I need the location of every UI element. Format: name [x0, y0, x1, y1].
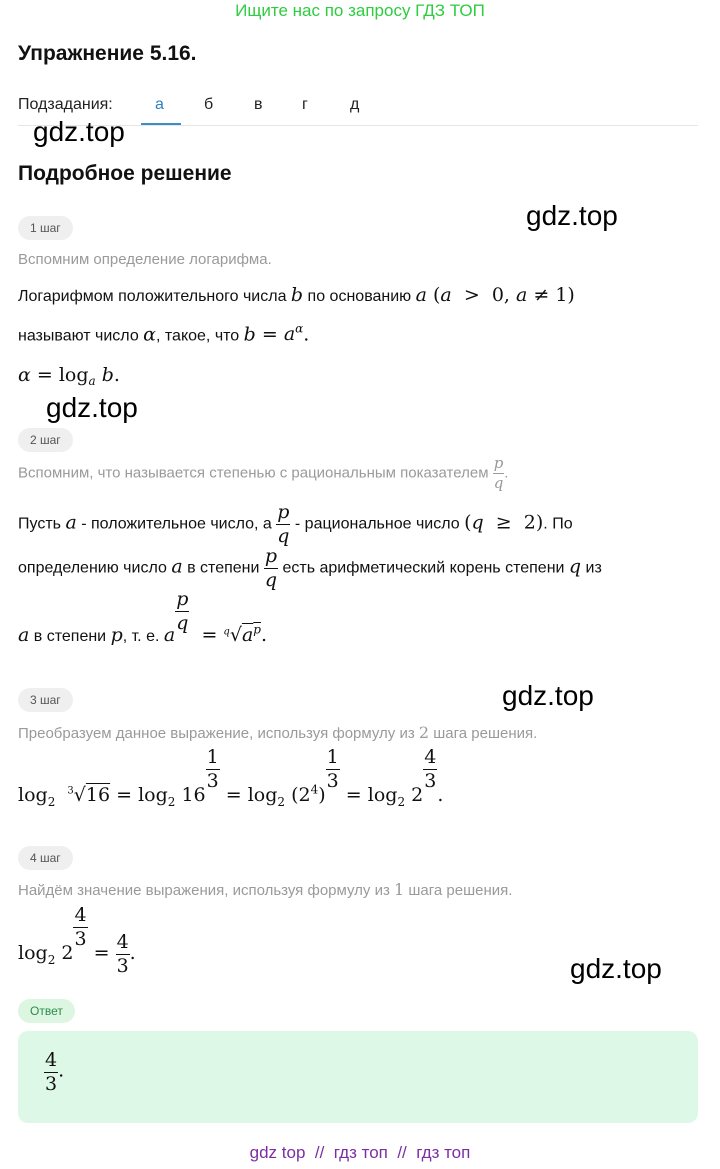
- watermark: gdz.top: [46, 392, 138, 423]
- step1-line2-text-a: называют число: [18, 327, 139, 345]
- step2-line2-text-c: есть арифметический корень степени: [282, 559, 565, 577]
- subtask-active-underline: [141, 123, 181, 125]
- step1-line1-text-b: по основанию: [307, 288, 412, 305]
- step1-line1-text-a: Логарифмом положительного числа: [18, 288, 287, 305]
- step3-hint-text-b: шага решения.: [433, 725, 538, 742]
- subtask-a[interactable]: а: [155, 96, 164, 113]
- section-title: Подробное решение: [18, 162, 232, 185]
- answer-box: [18, 1031, 698, 1123]
- step1-line1: Логарифмом положительного числа b по основанию a (a > 0, a ≠ 1): [18, 284, 575, 306]
- step2-line2-text-b: в степени: [187, 559, 260, 577]
- watermark: gdz.top: [526, 200, 618, 231]
- step2-line2: [18, 547, 602, 590]
- step2-line3-text-b: , т. е.: [122, 628, 160, 645]
- math-condition: a: [415, 284, 427, 306]
- math-q: q: [568, 555, 582, 578]
- answer-fraction: [44, 1051, 58, 1094]
- frac-p-q: $\frac{p}{q}$: [264, 545, 278, 591]
- step-badge-3: 3 шаг: [18, 688, 73, 712]
- search-banner: Ищите нас по запросу ГДЗ ТОП: [235, 1, 485, 20]
- step2-line3-text-a: в степени: [33, 628, 107, 645]
- answer-badge: Ответ: [18, 999, 75, 1023]
- step2-line1-text-c: - рациональное число: [294, 515, 460, 533]
- frac-p-q: $\frac{p}{q}$: [277, 501, 290, 547]
- math-b-equals-a-alpha: b: [243, 323, 256, 346]
- page-title: Упражнение 5.16.: [18, 42, 197, 65]
- step2-hint-text: Вспомним, что называется степенью с рациональным показателем: [18, 464, 489, 482]
- step4-hint-text-b: шага решения.: [408, 882, 513, 899]
- math-b: b: [290, 284, 304, 306]
- math-a: a: [18, 624, 30, 646]
- step2-hint: Вспомним, что называется степенью с рациональным показателем $\frac{p}{q}$ .: [18, 454, 509, 492]
- step1-line2: называют число α, такое, что $b = a^\alpha$.: [18, 322, 310, 346]
- subtasks-label: Подзадания:: [18, 96, 113, 113]
- step4-formula: $\log_2 2$ $\frac{4}{3}$ = $\frac{4}{3}$ .: [18, 904, 136, 978]
- step1-line2-text-b: , такое, что: [156, 327, 240, 345]
- step4-hint-number: 1: [394, 880, 405, 899]
- subtask-d[interactable]: д: [350, 96, 360, 113]
- step2-line1-text-d: . По: [543, 515, 573, 533]
- step-badge-2: 2 шаг: [18, 428, 73, 452]
- step3-hint: [18, 723, 537, 742]
- footer-links[interactable]: gdz top // гдз топ // гдз топ: [249, 1143, 471, 1162]
- answer-numerator: 4: [45, 1049, 58, 1071]
- subtask-g[interactable]: г: [302, 96, 308, 113]
- step-badge-4: 4 шаг: [18, 846, 73, 870]
- watermark: gdz.top: [570, 953, 662, 984]
- step2-line2-text-a: определению число: [18, 559, 167, 577]
- hint-frac-p-q: $\frac{p}{q}$: [493, 454, 504, 492]
- step2-line2-text-d: из: [585, 559, 602, 577]
- step1-hint: Вспомним определение логарифма.: [18, 251, 272, 268]
- watermark: gdz.top: [33, 116, 125, 147]
- watermark: gdz.top: [502, 680, 594, 711]
- math-a: a: [171, 555, 183, 578]
- answer-value: $\frac{4}{3}$ .: [45, 1049, 65, 1095]
- step1-formula: $\alpha = \log_a b$.: [18, 364, 120, 389]
- math-alpha: α: [143, 323, 157, 346]
- step2-line1-text-a: Пусть: [18, 515, 61, 533]
- step2-line1: Пусть a - положительное число, а $\frac{p}{q}$ - рациональное число (q ≥ 2). По: [18, 501, 573, 547]
- step2-line1-text-b: - положительное число, а: [81, 515, 272, 533]
- math-a-pow-p-q: a: [163, 624, 176, 646]
- step3-hint-text-a: Преобразуем данное выражение, используя формулу из: [18, 725, 415, 742]
- math-p: p: [110, 624, 123, 646]
- step4-hint: [18, 880, 512, 899]
- subtask-b[interactable]: б: [204, 96, 214, 113]
- step-badge-1: 1 шаг: [18, 216, 73, 240]
- subtask-v[interactable]: в: [254, 96, 263, 113]
- step3-formula: $\log_2 ^3√16 = \log_2 16$ $\frac{1}{3}$ = $\log_2 (2^4)$ $\frac{1}{3}$ = $\log_2 2$ $\frac{4}{3}$ .: [18, 746, 444, 809]
- step3-hint-number: 2: [418, 723, 430, 742]
- answer-denominator: 3: [45, 1073, 58, 1095]
- step2-line3: a в степени p, т. е. a $\frac{p}{q}$ = $^q√a^p$.: [18, 588, 267, 646]
- math-a: a: [65, 511, 77, 534]
- step4-hint-text-a: Найдём значение выражения, используя формулу из: [18, 882, 390, 899]
